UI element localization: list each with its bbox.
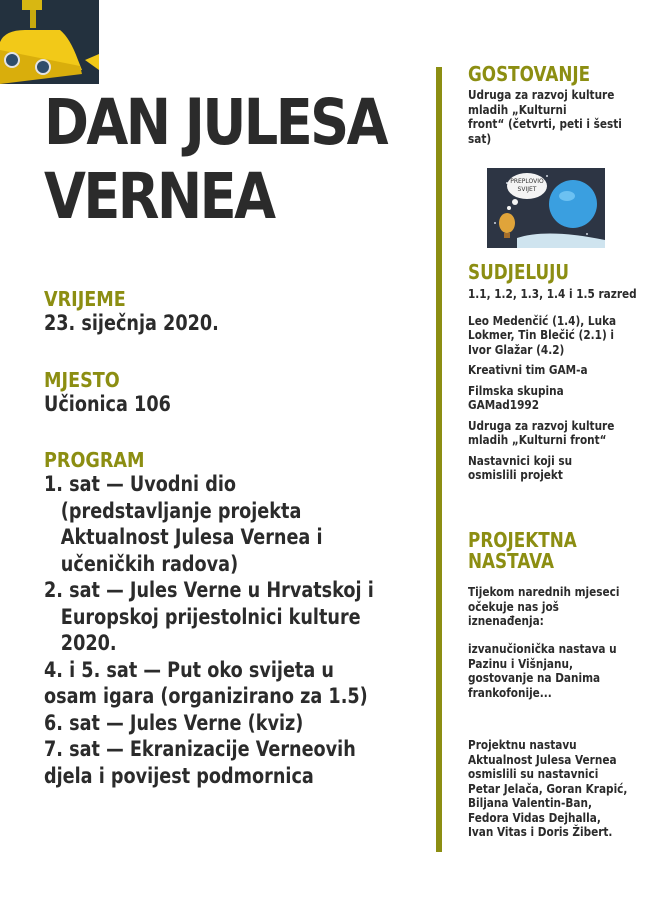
event-details [44,288,434,789]
sudjeluju-line: Kreativni tim GAM-a [468,362,588,377]
gostovanje-line: Udruga za razvoj kulture [468,87,615,102]
projektna-details [468,642,617,700]
program-line: 2. sat — Jules Verne u Hrvatskoj i [44,578,374,602]
planet-balloon-icon [487,168,605,248]
page-title-line1: DAN JULESA [44,86,386,159]
submarine-photo [0,0,99,84]
projektna-line: Aktualnost Julesa Vernea [468,751,617,767]
gostovanje-line: mladih „Kulturni [468,101,567,117]
mjesto-label: MJESTO [44,368,120,392]
projektna-line: Tijekom narednih mjeseci [468,584,620,599]
program-line: 4. i 5. sat — Put oko svijeta u [44,657,334,682]
program-item [44,736,372,789]
sudjeluju-label: SUDJELUJU [468,260,570,284]
sudjeluju-line: Nastavnici koji su [468,452,573,468]
sudjeluju-line: GAMad1992 [468,397,540,412]
projektna-line: izvanučionička nastava u [468,641,617,656]
gostovanje-line: sat) [468,130,492,146]
sudjeluju-line: osmislili projekt [468,467,563,482]
vrijeme-value: 23. siječnja 2020. [44,311,219,335]
projektna-line: gostovanje na Danima [468,670,601,685]
program-item [44,471,372,577]
projektna-line: Petar Jelača, Goran Krapić, [468,780,628,796]
projektna-line: frankofonije... [468,684,552,700]
program-item [44,710,372,737]
program-line: 7. sat — Ekranizacije Verneovih [44,737,356,761]
program-item [44,657,372,710]
gostovanje-text [468,87,622,146]
program-line: Europskoj prijestolnici kulture [60,604,361,629]
page-title-line2: VERNEA [44,160,274,233]
program-label: PROGRAM [44,448,145,472]
sudjeluju-line: Lokmer, Tin Blečić (2.1) i [468,327,615,342]
sudjeluju-line: Filmska skupina [468,382,564,398]
projektna-line: Biljana Valentin-Ban, [468,795,592,810]
projektna-line: Pazinu i Višnjanu, [468,655,573,671]
projektna-label-line: PROJEKTNA [468,528,577,552]
sudjeluju-list [468,287,637,483]
projektna-line: očekuje nas još [468,598,559,614]
projektna-line: Fedora Vidas Dejhalla, [468,809,601,825]
program-line: 1. sat — Uvodni dio [44,472,236,496]
illustration-photo [487,168,605,248]
program-line: učeničkih radova) [60,551,239,576]
projektna-line: iznenađenja: [468,613,544,628]
program-line: djela i povijest podmornica [44,763,314,788]
projektna-intro [468,585,619,629]
sudjeluju-line: 1.1, 1.2, 1.3, 1.4 i 1.5 razred [468,286,637,301]
program-list [44,471,434,789]
projektna-line: osmislili su nastavnici [468,766,599,781]
mjesto-value: Učionica 106 [44,392,171,416]
projektna-credits [468,738,627,840]
projektna-line: Projektnu nastavu [468,737,577,752]
program-line: Aktualnost Julesa Vernea i [60,525,323,549]
projektna-label-line: NASTAVA [468,549,555,573]
yellow-submarine-icon [0,0,99,84]
program-item [44,577,372,657]
program-line: 6. sat — Jules Verne (kviz) [44,710,304,735]
sudjeluju-line: Udruga za razvoj kulture [468,417,615,433]
vrijeme-label: VRIJEME [44,287,126,311]
bubble-text-1: PREPLOVIO [510,178,544,185]
sudjeluju-line: mladih „Kulturni front“ [468,432,607,447]
projektna-label [468,530,577,572]
projektna-line: Ivan Vitas i Doris Žibert. [468,824,613,839]
gostovanje-line: front“ (četvrti, peti i šesti [468,116,622,131]
program-line: 2020. [60,631,117,655]
bubble-text-2: SVIJET [517,186,537,193]
gostovanje-label: GOSTOVANJE [468,62,591,86]
program-line: osam igara (organizirano za 1.5) [44,684,368,708]
program-line: (predstavljanje projekta [60,498,302,523]
sudjeluju-line: Ivor Glažar (4.2) [468,341,565,357]
sudjeluju-line: Leo Medenčić (1.4), Luka [468,312,617,328]
column-divider [436,67,442,852]
page-title [44,86,386,234]
